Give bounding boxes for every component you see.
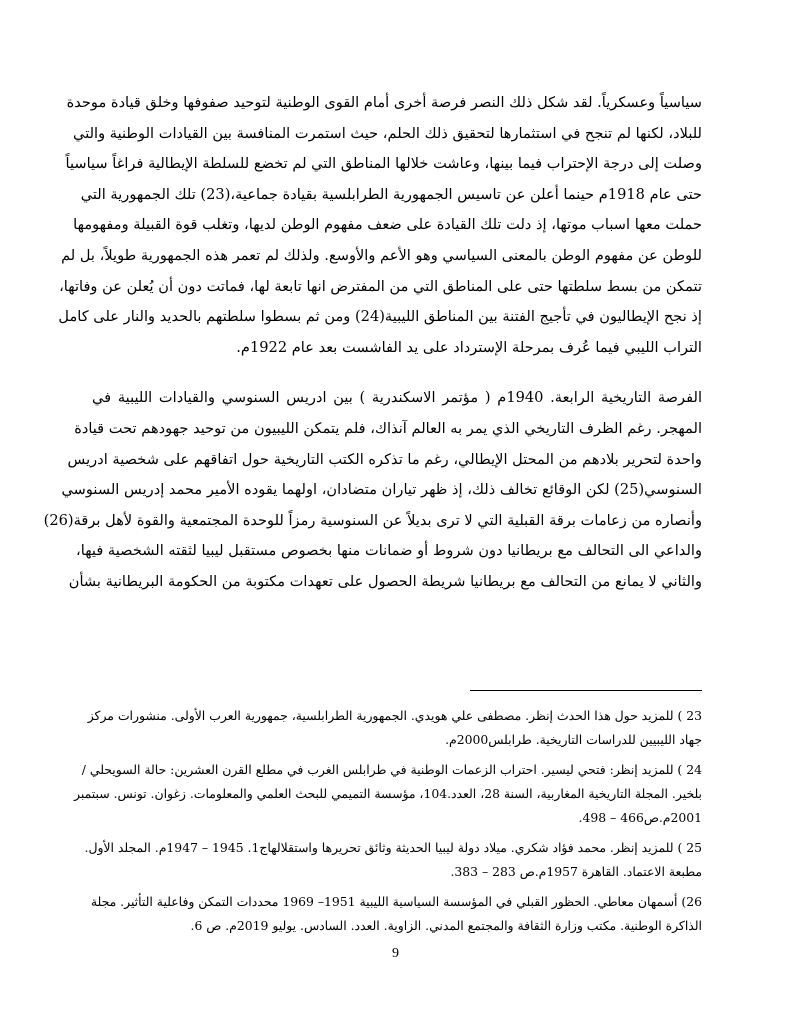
text-line: واحدة لتحرير بلادهم من المحتل الإيطالي، رغم ما تذكره الكتب التاريخية حول اتفاقهم على شخصية ادريس	[67, 450, 702, 468]
footnote-24	[74, 758, 702, 830]
paragraph-spacer	[92, 363, 702, 383]
text-line: وأنصاره من زعامات برقة القبلية التي لا ترى بديلاً عن السنوسية رمزاً للوحدة المجتمعية والقوة لأهل برقة(26)	[43, 511, 702, 529]
text-line: المهجر. رغم الظرف التاريخي الذي يمر به العالم آنذاك، فلم يتمكن الليبيون من توحيد جهودهم تحت قيادة	[74, 419, 702, 437]
footnote-25	[84, 836, 702, 884]
footnote-line: 24 ) للمزيد إنظر: فتحي ليسير. احتراب الزعمات الوطنية في طرابلس الغرب في مطلع القرن العشرين: حالة السويحلي /	[81, 762, 702, 777]
footnote-line: الذاكرة الوطنية. مكتب وزارة الثقافة والمجتمع المدني. الزاوية. العدد. السادس. يوليو 2019م. ص 6.	[190, 918, 702, 933]
footnote-line: 25 ) للمزيد إنظر. محمد فؤاد شكري. ميلاد دولة ليبيا الحديثة وثائق تحريرها واستقلالهاج1. 1945 – 1947م. المجلد الأول.	[84, 840, 702, 855]
footnote-line: جهاد الليبيين للدراسات التاريخية. طرابلس2000م.	[445, 732, 702, 747]
paragraph	[43, 383, 702, 597]
text-line: حتى عام 1918م حينما أعلن عن تاسيس الجمهورية الطرابلسية بقيادة جماعية،(23) تلك الجمهورية التي	[80, 185, 702, 203]
text-line: وصلت إلى درجة الإحتراب فيما بينها، وعاشت خلالها المناطق التي لم تخضع للسلطة الإيطالية فراغاً سياسياً	[65, 155, 702, 173]
footnote-line: 26) أسمهان معاطي. الحظور القبلي في المؤسسة السياسية الليبية 1951– 1969 محددات التمكن وفاعلية التأثير. مجلة	[90, 894, 702, 909]
footnote-23	[87, 704, 702, 752]
footnote-line: 23 ) للمزيد حول هذا الحدث إنظر. مصطفى علي هويدي. الجمهورية الطرابلسية، جمهورية العرب الأولى. منشورات مركز	[87, 708, 702, 723]
text-line: التراب الليبي فيما عُرف بمرحلة الإسترداد على يد الفاشست بعد عام 1922م.	[236, 338, 702, 356]
footnote-line: مطبعة الاعتماد. القاهرة 1957م.ص 283 – 383.	[450, 864, 702, 879]
text-line: والداعي الى التحالف مع بريطانيا دون شروط أو ضمانات منها بخصوص مستقبل ليبيا لثقته الشخصية فيها،	[76, 542, 702, 560]
text-line: تتمكن من بسط سلطتها حتى على المناطق التي من المفترض انها تابعة لها، فماتت دون أن يُعلن عن وفاتها،	[59, 277, 702, 295]
paragraph	[58, 88, 702, 363]
footnotes	[74, 704, 702, 938]
footnote-line: 2001م.ص466 – 498.	[578, 810, 702, 825]
footnote-line: بلخير. المجلة التاريخية المغاربية، السنة 28، العدد.104، مؤسسة التميمي للبحث العلمي والمعلومات. زغوان. تونس. سبتمبر	[74, 786, 702, 801]
text-line: والثاني لا يمانع من التحالف مع بريطانيا شريطة الحصول على تعهدات مكتوبة من الحكومة البريطانية بشأن	[68, 572, 702, 590]
text-line: إذ نجح الإيطاليون في تأجيج الفتنة بين المناطق الليبية(24) ومن ثم بسطوا سلطتهم بالحديد والنار على كامل	[58, 308, 702, 326]
text-line: للوطن عن مفهوم الوطن بالمعنى السياسي وهو الأعم والأوسع. ولذلك لم تعمر هذه الجمهورية طويلاً، بل لم	[61, 246, 702, 264]
text-line: حملت معها اسباب موتها، إذ دلت تلك القيادة على ضعف مفهوم الوطن لديها، وتغلب قوة القبيلة ومفهومها	[73, 216, 702, 234]
text-line: سياسياً وعسكرياً. لقد شكل ذلك النصر فرصة أخرى أمام القوى الوطنية لتوحيد صفوفها وخلق قيادة موحدة	[66, 94, 702, 111]
footnote-separator	[470, 690, 702, 691]
body-text	[43, 88, 702, 598]
text-line: للبلاد، لكنها لم تنجح في استثمارها لتحقيق ذلك الحلم، حيث استمرت المنافسة بين القيادات الوطنية والتي	[73, 124, 702, 142]
page-number: 9	[392, 946, 399, 961]
text-line: الفرصة التاريخية الرابعة. 1940م ( مؤتمر الاسكندرية ) بين ادريس السنوسي والقيادات الليبية في	[92, 389, 702, 407]
footnote-26	[92, 890, 702, 938]
text-line: السنوسي(25) لكن الوقائع تخالف ذلك، إذ ظهر تياران متضادان، اولهما يقوده الأمير محمد إدريس السنوسي	[61, 481, 702, 499]
